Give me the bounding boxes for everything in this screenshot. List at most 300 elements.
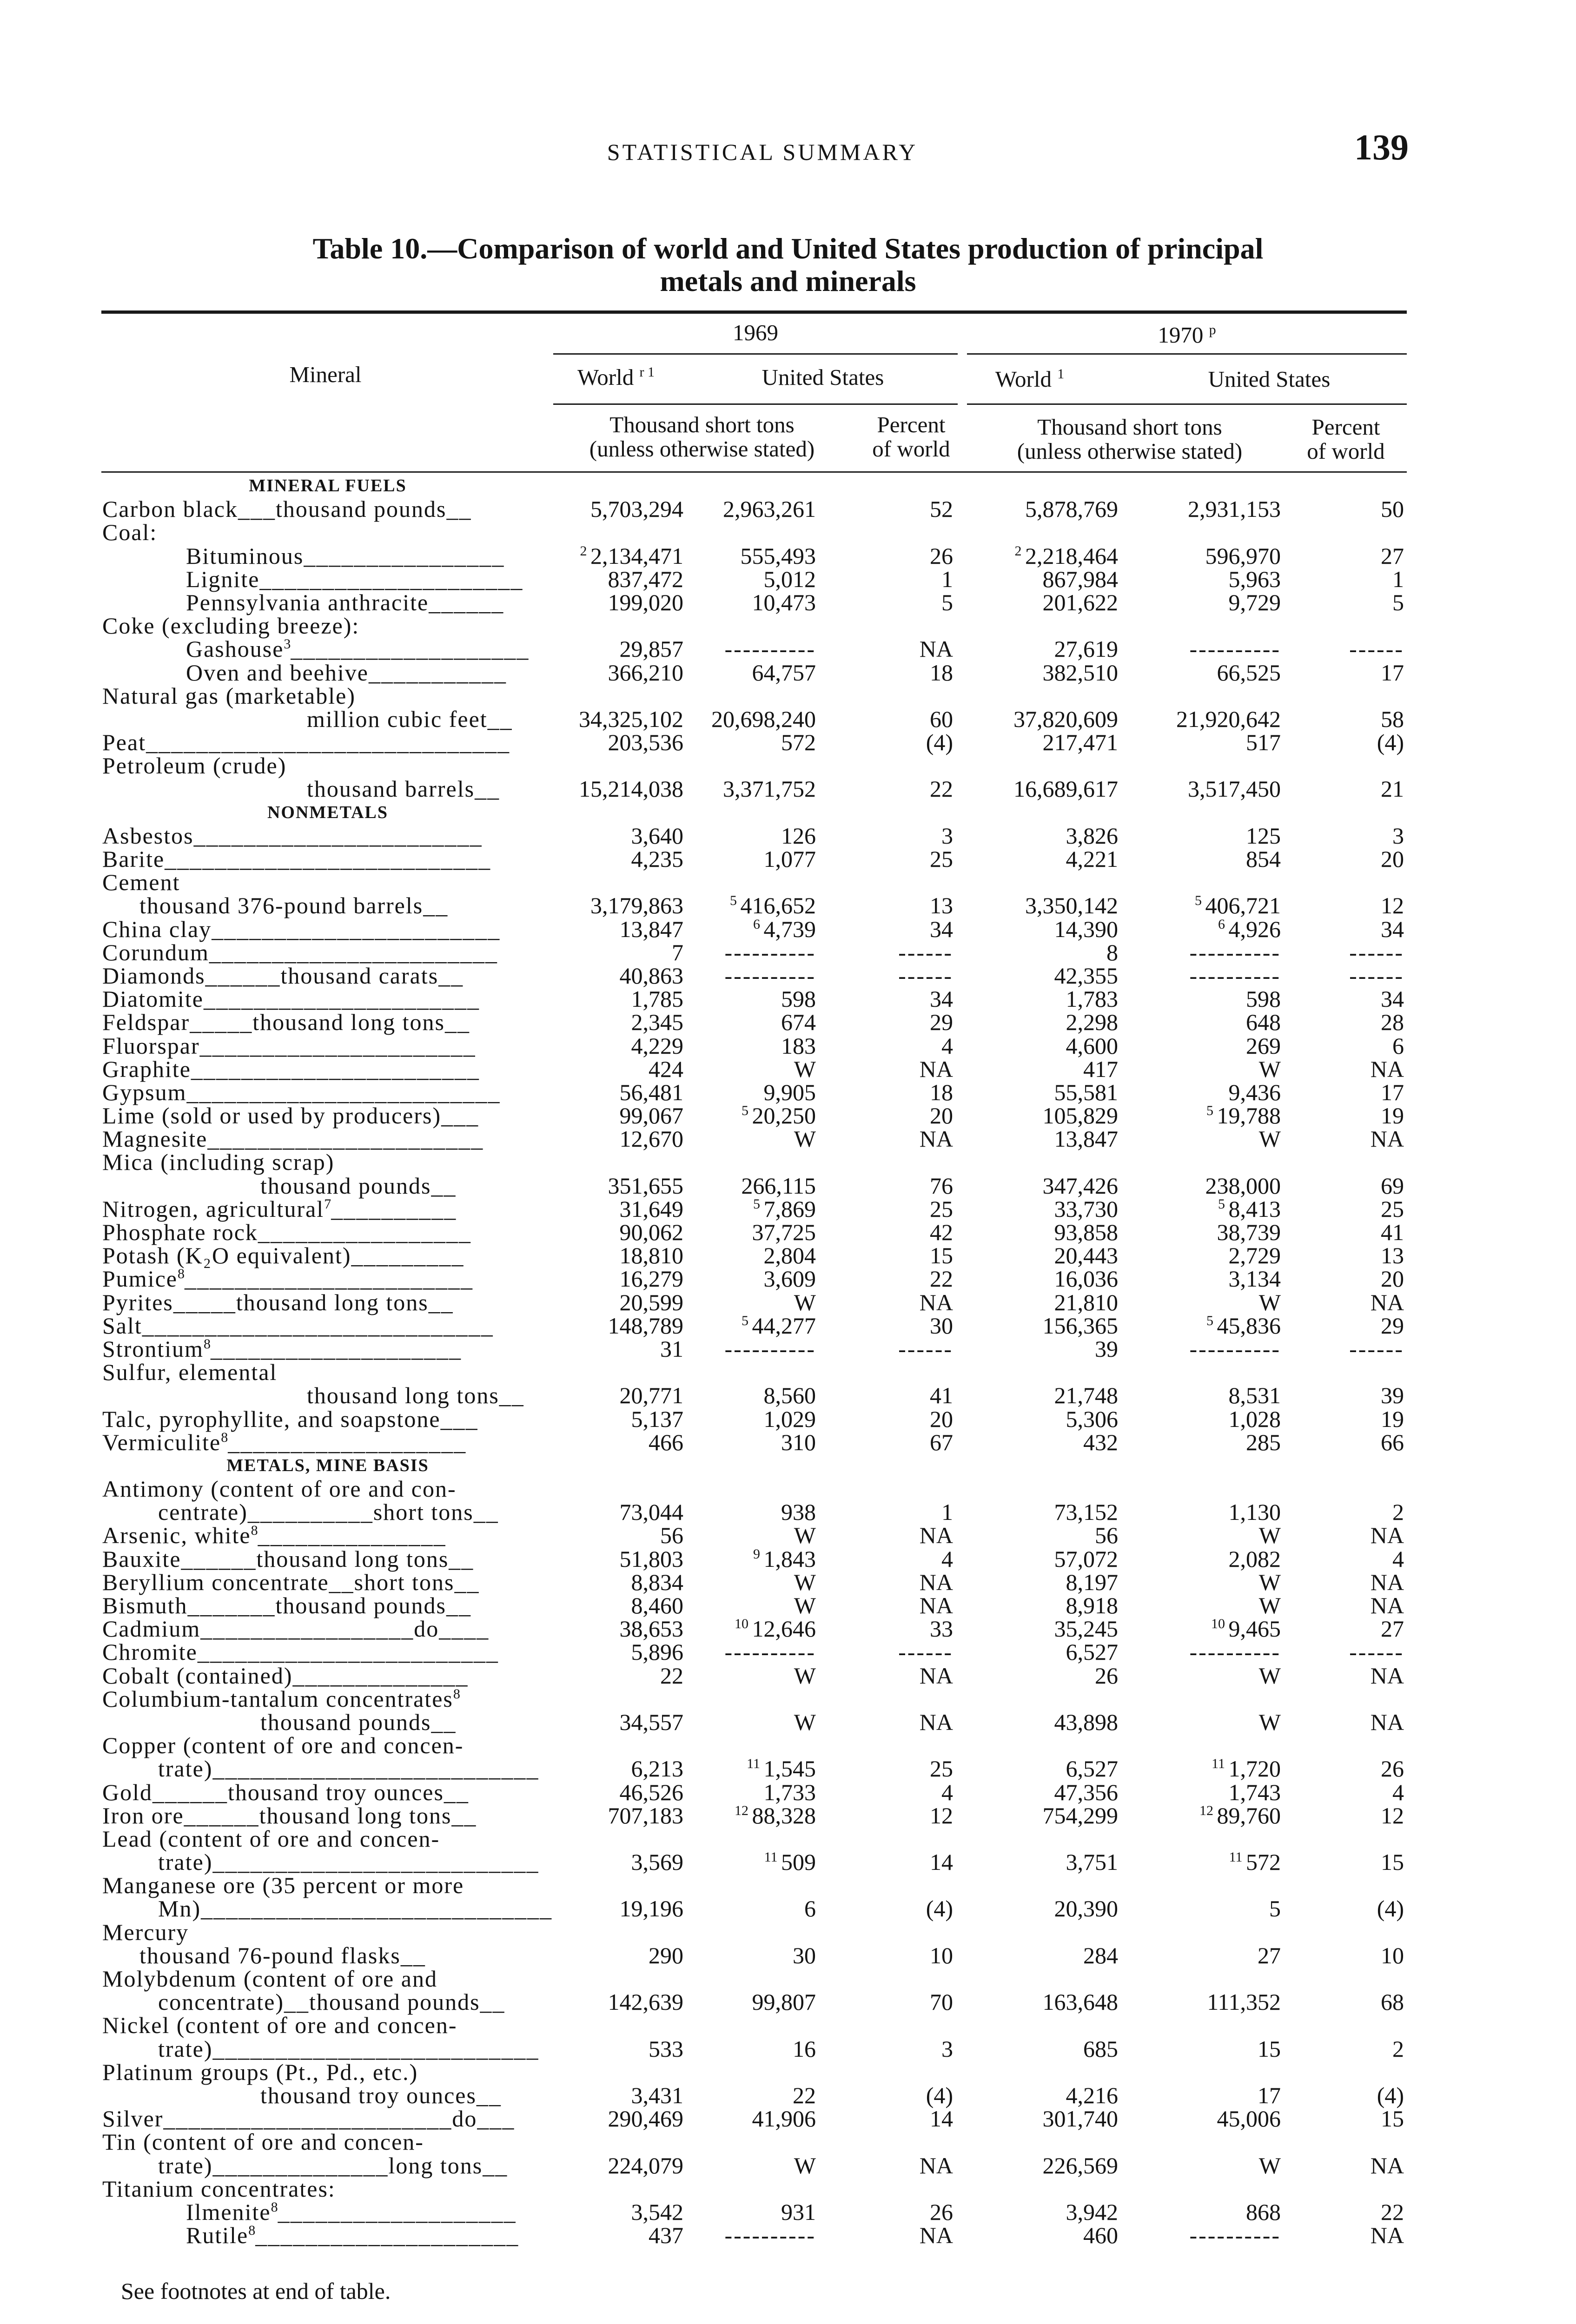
mineral-label-text: Silver_______________________do___ <box>102 2106 515 2132</box>
cell-value: 3,179,863 <box>590 892 683 919</box>
cell-p69 <box>930 1431 953 1454</box>
cell-p70 <box>1381 1944 1404 1967</box>
world-1970-sup: 1 <box>1057 366 1065 382</box>
cell-us70 <box>1229 1081 1281 1104</box>
cell-w70 <box>1054 1781 1119 1804</box>
cell-value: 55,581 <box>1054 1079 1118 1105</box>
footnote-marker: 5 <box>1195 893 1205 909</box>
cell-p70 <box>1349 637 1404 660</box>
table-row <box>0 1967 1576 1990</box>
cell-value: 15 <box>1381 1849 1404 1875</box>
cell-w70 <box>1054 1384 1119 1407</box>
cell-value: 437 <box>649 2222 683 2249</box>
cell-value: 56 <box>1095 1522 1118 1549</box>
cell-value: 14 <box>930 1849 953 1875</box>
cell-us70 <box>1246 824 1281 847</box>
mineral-label <box>102 731 510 754</box>
mineral-label <box>102 1150 334 1174</box>
cell-w69 <box>620 964 684 987</box>
table-row <box>0 1734 1576 1757</box>
table-row <box>0 1034 1576 1057</box>
mineral-label-text: Petroleum (crude) <box>102 753 287 779</box>
cell-value: 3 <box>1392 822 1404 849</box>
cell-value: ------ <box>898 1335 953 1362</box>
cell-w70 <box>1066 2084 1119 2107</box>
mineral-label-text: Vermiculite <box>102 1429 221 1455</box>
mineral-label-text: Peat_____________________________ <box>102 729 510 756</box>
table-row <box>0 2200 1576 2224</box>
cell-value: W <box>1258 1289 1281 1315</box>
leader-dots: ___________________ <box>228 1429 467 1455</box>
table-row <box>0 1010 1576 1034</box>
cell-value: 19 <box>1381 1406 1404 1432</box>
cell-value: 20,390 <box>1054 1895 1118 1922</box>
table-row <box>0 614 1576 637</box>
cell-value: 20,698,240 <box>711 706 816 732</box>
cell-value: NA <box>919 636 953 662</box>
cell-us69 <box>781 824 816 847</box>
cell-value: 73,152 <box>1054 1499 1118 1525</box>
cell-w70 <box>1066 1594 1119 1617</box>
mineral-label <box>102 1687 460 1710</box>
footnote-marker: 8 <box>453 1686 460 1702</box>
table-title-line-2: metals and minerals <box>660 264 916 297</box>
cell-value: 58 <box>1381 706 1404 732</box>
cell-w70 <box>1043 1804 1119 1827</box>
cell-w70 <box>1095 1664 1118 1687</box>
cell-us69 <box>781 1500 816 1524</box>
cell-us69 <box>794 1664 816 1687</box>
table-row <box>0 1804 1576 1827</box>
mineral-label <box>102 824 483 847</box>
cell-value: ---------- <box>724 1639 816 1665</box>
cell-p70 <box>1392 1034 1404 1057</box>
mineral-label-text: Asbestos_______________________ <box>102 822 483 849</box>
cell-value: 217,471 <box>1042 729 1118 756</box>
cell-w70 <box>1025 497 1118 521</box>
mineral-label <box>139 894 448 917</box>
cell-value: 20 <box>1381 1266 1404 1292</box>
cell-value: 5 <box>941 589 953 615</box>
cell-value: 6,527 <box>1066 1756 1118 1782</box>
cell-value: W <box>794 2152 816 2179</box>
section-heading <box>102 474 553 497</box>
mineral-label <box>307 777 500 800</box>
cell-value: 707,183 <box>608 1802 683 1829</box>
mineral-label <box>102 941 498 964</box>
cell-value: 931 <box>781 2199 816 2225</box>
cell-value: 290 <box>649 1942 683 1968</box>
world-1970-label: World <box>995 366 1052 392</box>
cell-value: 3,371,752 <box>723 776 816 802</box>
mineral-label-text: trate)__________________________ <box>158 1756 539 1782</box>
cell-value: 4 <box>941 1779 953 1805</box>
table-row <box>0 2224 1576 2247</box>
cell-value: 68 <box>1381 1989 1404 2015</box>
cell-value: 33,730 <box>1054 1195 1118 1222</box>
section-heading <box>102 801 553 824</box>
table-row <box>0 661 1576 684</box>
footnote-marker: 8 <box>251 1523 258 1538</box>
cell-p69 <box>930 1757 953 1780</box>
cell-value: 16,689,617 <box>1013 776 1118 802</box>
cell-us70 <box>1229 1244 1281 1267</box>
cell-p70 <box>1381 847 1404 871</box>
table-row <box>0 824 1576 847</box>
mineral-label <box>102 521 157 544</box>
production-table <box>0 474 1576 2247</box>
section-heading-row <box>0 801 1576 824</box>
mineral-header: Mineral <box>289 362 362 387</box>
cell-us69 <box>742 1104 816 1127</box>
cell-value: 4 <box>941 1032 953 1059</box>
cell-value: ---------- <box>1189 939 1281 965</box>
cell-value: 15,214,038 <box>579 776 683 802</box>
world-1969-header <box>553 365 679 390</box>
cell-us70 <box>1258 2084 1281 2107</box>
cell-value: 25 <box>930 1195 953 1222</box>
world-1969-label: World <box>577 364 634 390</box>
table-row <box>0 2037 1576 2060</box>
mineral-label-text: Columbium-tantalum concentrates <box>102 1685 453 1712</box>
cell-value: NA <box>919 1569 953 1595</box>
mineral-label <box>102 754 286 777</box>
table-row <box>0 1267 1576 1290</box>
cell-p70 <box>1381 1384 1404 1407</box>
mineral-label-text: Beryllium concentrate__short tons__ <box>102 1569 480 1595</box>
cell-value: ---------- <box>724 636 816 662</box>
cell-p70 <box>1381 1850 1404 1874</box>
cell-p70 <box>1392 1547 1404 1571</box>
mineral-label <box>158 2037 539 2060</box>
cell-value: 93,858 <box>1054 1219 1118 1245</box>
cell-value: NA <box>1370 1056 1404 1082</box>
cell-value: 3,517,450 <box>1188 776 1281 802</box>
cell-p69 <box>930 661 953 684</box>
cell-us70 <box>1259 2154 1281 2177</box>
cell-value: NA <box>1370 2222 1404 2249</box>
mineral-label <box>102 1267 473 1290</box>
table-row <box>0 1757 1576 1780</box>
percent-1970-header <box>1288 415 1404 463</box>
cell-p69 <box>930 2107 953 2130</box>
cell-w69 <box>620 637 684 660</box>
cell-value: 1,029 <box>763 1406 816 1432</box>
cell-value: ---------- <box>724 1335 816 1362</box>
table-row <box>0 591 1576 614</box>
cell-value: 21 <box>1381 776 1404 802</box>
cell-value: 35,245 <box>1054 1616 1118 1642</box>
cell-value: 20 <box>930 1406 953 1432</box>
cell-value: 183 <box>781 1032 816 1059</box>
cell-us70 <box>1218 1197 1281 1221</box>
cell-w70 <box>1066 1034 1119 1057</box>
cell-p69 <box>941 591 953 614</box>
cell-p70 <box>1371 2224 1404 2247</box>
cell-w70 <box>1025 894 1118 917</box>
mineral-label-text: Magnesite______________________ <box>102 1126 484 1152</box>
mineral-label <box>139 1944 426 1967</box>
cell-value: 6 <box>1392 1032 1404 1059</box>
mineral-label <box>102 1057 480 1081</box>
cell-us70 <box>1199 1804 1281 1827</box>
mineral-label-text: Diatomite______________________ <box>102 986 480 1012</box>
cell-us69 <box>724 2224 816 2247</box>
cell-value: 1,077 <box>763 846 816 872</box>
cell-value: 868 <box>1246 2199 1281 2225</box>
cell-us69 <box>804 1897 816 1920</box>
cell-value: 533 <box>649 2035 683 2062</box>
cell-us70 <box>1259 1057 1281 1081</box>
mineral-label-text: Pennsylvania anthracite______ <box>186 589 504 615</box>
cell-value: 12 <box>1381 892 1404 919</box>
cell-value: 27,619 <box>1054 636 1118 662</box>
footnote-reference: See footnotes at end of table. <box>121 2278 391 2304</box>
cell-us70 <box>1229 1407 1281 1431</box>
cell-value: 416,652 <box>740 892 816 919</box>
cell-w69 <box>608 731 684 754</box>
cell-value: 40,863 <box>619 962 683 989</box>
cell-value: 266,115 <box>741 1172 816 1199</box>
cell-w69 <box>631 2084 684 2107</box>
cell-p69 <box>930 1990 953 2014</box>
cell-value: 2,804 <box>763 1242 816 1269</box>
cell-value: 4 <box>941 1545 953 1572</box>
cell-us70 <box>1259 1710 1281 1734</box>
mineral-label-text: Mn)____________________________ <box>158 1895 553 1922</box>
cell-value: 22 <box>660 1662 683 1689</box>
cell-value: W <box>794 1662 816 1689</box>
cell-value: 19,788 <box>1217 1103 1281 1129</box>
cell-p69 <box>920 1127 953 1150</box>
table-row <box>0 1617 1576 1640</box>
cell-w70 <box>1066 1757 1119 1780</box>
mineral-label-text: Talc, pyrophyllite, and soapstone___ <box>102 1406 478 1432</box>
cell-value: 3 <box>941 2035 953 2062</box>
cell-p70 <box>1392 1500 1404 1524</box>
cell-p70 <box>1392 824 1404 847</box>
cell-value: 3,640 <box>631 822 683 849</box>
cell-value: 20,250 <box>752 1103 816 1129</box>
table-row <box>0 2084 1576 2107</box>
cell-p70 <box>1371 1057 1404 1081</box>
cell-value: 1,733 <box>763 1779 816 1805</box>
cell-value: 34,325,102 <box>579 706 683 732</box>
cell-value: NA <box>919 2152 953 2179</box>
cell-p69 <box>941 1781 953 1804</box>
mineral-label <box>102 1407 478 1431</box>
cell-p70 <box>1377 1897 1404 1920</box>
mineral-label-text: Bauxite______thousand long tons__ <box>102 1545 474 1572</box>
cell-p70 <box>1381 894 1404 917</box>
cell-w70 <box>1054 637 1119 660</box>
mineral-label-text: Barite__________________________ <box>102 846 491 872</box>
cell-us70 <box>1229 568 1281 591</box>
cell-p69 <box>898 1337 953 1360</box>
cell-w70 <box>1095 1337 1118 1360</box>
cell-value: NA <box>1370 1126 1404 1152</box>
cell-w69 <box>631 1640 684 1664</box>
mineral-label <box>102 1034 476 1057</box>
footnote-marker: 9 <box>753 1546 764 1562</box>
cell-p69 <box>930 1244 953 1267</box>
cell-value: W <box>1258 2152 1281 2179</box>
mineral-label <box>102 614 359 637</box>
cell-value: 43,898 <box>1054 1709 1118 1735</box>
leader-dots: ___________________ <box>291 636 530 662</box>
cell-w70 <box>1054 1197 1119 1221</box>
cell-w70 <box>1054 1897 1119 1920</box>
cell-value: 34 <box>930 916 953 942</box>
cell-value: 52 <box>930 496 953 522</box>
cell-value: NA <box>919 1709 953 1735</box>
cell-us70 <box>1229 1500 1281 1524</box>
footnote-marker: 3 <box>284 636 291 652</box>
cell-value: 8 <box>1106 939 1118 965</box>
mineral-label <box>260 1710 457 1734</box>
cell-value: 142,639 <box>608 1989 683 2015</box>
cell-us69 <box>753 1547 816 1571</box>
cell-w70 <box>1054 964 1119 987</box>
table-row <box>0 731 1576 754</box>
cell-value: 45,836 <box>1217 1312 1281 1339</box>
cell-us70 <box>1246 731 1281 754</box>
footnote-marker: 7 <box>324 1196 331 1212</box>
cell-p70 <box>1381 987 1404 1010</box>
cell-us70 <box>1205 1174 1281 1197</box>
cell-p70 <box>1381 1804 1404 1827</box>
cell-value: 30 <box>793 1942 816 1968</box>
table-row <box>0 2107 1576 2130</box>
percent-1969-line-2: of world <box>872 436 950 462</box>
footnote-marker: 8 <box>248 2223 256 2238</box>
cell-value: 33 <box>930 1616 953 1642</box>
section-heading-row <box>0 474 1576 497</box>
cell-value: 31 <box>660 1335 683 1362</box>
mineral-label-text: Diamonds______thousand carats__ <box>102 962 464 989</box>
mineral-label <box>102 2014 457 2037</box>
cell-w70 <box>1054 1547 1119 1571</box>
cell-value: 347,426 <box>1042 1172 1118 1199</box>
cell-w69 <box>620 1244 684 1267</box>
cell-value: 17 <box>1258 2082 1281 2108</box>
cell-p70 <box>1392 1781 1404 1804</box>
cell-value: 3,609 <box>763 1266 816 1292</box>
mineral-label-text: thousand 76-pound flasks__ <box>139 1942 426 1968</box>
cell-p69 <box>930 987 953 1010</box>
cell-us70 <box>1259 1571 1281 1594</box>
cell-p69 <box>920 1571 953 1594</box>
cell-p69 <box>930 707 953 731</box>
cell-us69 <box>781 1431 816 1454</box>
mineral-label <box>158 1990 505 2014</box>
mineral-label-text: trate)______________long tons__ <box>158 2152 508 2179</box>
cell-value: 3,569 <box>631 1849 683 1875</box>
cell-p70 <box>1371 1524 1404 1547</box>
mineral-label <box>158 1850 539 1874</box>
cell-value: W <box>1258 1592 1281 1618</box>
cell-us69 <box>741 544 816 568</box>
cell-value: W <box>1258 1522 1281 1549</box>
table-row <box>0 1664 1576 1687</box>
cell-us69 <box>711 707 816 731</box>
cell-p69 <box>898 1640 953 1664</box>
cell-value: 9,905 <box>763 1079 816 1105</box>
cell-value: 42 <box>930 1219 953 1245</box>
cell-w69 <box>660 1664 683 1687</box>
table-row <box>0 987 1576 1010</box>
mineral-label-text: MINERAL FUELS <box>249 476 407 495</box>
cell-value: 1,843 <box>763 1545 816 1572</box>
mineral-label-text: China clay_______________________ <box>102 916 501 942</box>
cell-value: 89,760 <box>1217 1802 1281 1829</box>
footnote-marker: 5 <box>753 1196 764 1212</box>
cell-us70 <box>1258 1944 1281 1967</box>
cell-value: ------ <box>1349 939 1404 965</box>
cell-value: 1,028 <box>1228 1406 1281 1432</box>
mineral-label-text: Nitrogen, agricultural <box>102 1195 324 1222</box>
mineral-label <box>186 544 504 568</box>
cell-p70 <box>1381 918 1404 941</box>
cell-value: 1,785 <box>631 986 683 1012</box>
cell-value: 854 <box>1246 846 1281 872</box>
mineral-label <box>102 1477 457 1500</box>
cell-us69 <box>781 2200 816 2224</box>
table-row <box>0 777 1576 800</box>
table-row <box>0 1244 1576 1267</box>
cell-w70 <box>1066 987 1119 1010</box>
cell-value: 38,739 <box>1217 1219 1281 1245</box>
cell-us69 <box>735 1617 816 1640</box>
cell-w70 <box>1043 2107 1119 2130</box>
cell-w69 <box>660 1524 683 1547</box>
cell-value: 29 <box>1381 1312 1404 1339</box>
mineral-label-text: Mercury <box>102 1919 189 1945</box>
cell-p69 <box>930 847 953 871</box>
cell-us69 <box>794 1524 816 1547</box>
mineral-label <box>102 2177 336 2200</box>
leader-dots: _____________________ <box>255 2222 519 2249</box>
cell-p69 <box>930 544 953 568</box>
mineral-label <box>102 1524 446 1547</box>
table-row <box>0 568 1576 591</box>
table-row <box>0 754 1576 777</box>
table-row <box>0 1547 1576 1571</box>
mineral-label-text: Strontium <box>102 1335 204 1362</box>
mineral-label <box>102 1781 469 1804</box>
footnote-marker: 11 <box>1229 1849 1246 1865</box>
running-head: STATISTICAL SUMMARY <box>607 139 918 165</box>
cell-value: 1,545 <box>763 1756 816 1782</box>
table-row <box>0 1594 1576 1617</box>
cell-value: 9,465 <box>1228 1616 1281 1642</box>
cell-value: 10,473 <box>752 589 816 615</box>
cell-w69 <box>608 591 684 614</box>
cell-value: ------ <box>898 962 953 989</box>
cell-value: 156,365 <box>1042 1312 1118 1339</box>
cell-p70 <box>1381 707 1404 731</box>
cell-p70 <box>1381 1197 1404 1221</box>
cell-value: 867,984 <box>1042 566 1118 592</box>
cell-value: 41 <box>1381 1219 1404 1245</box>
cell-p70 <box>1377 2084 1404 2107</box>
cell-w69 <box>620 1221 684 1244</box>
mineral-label-text: Cement <box>102 869 180 896</box>
cell-value: 16,279 <box>619 1266 683 1292</box>
cell-p69 <box>930 1314 953 1337</box>
cell-w70 <box>1043 1174 1119 1197</box>
cell-us70 <box>1211 1617 1281 1640</box>
